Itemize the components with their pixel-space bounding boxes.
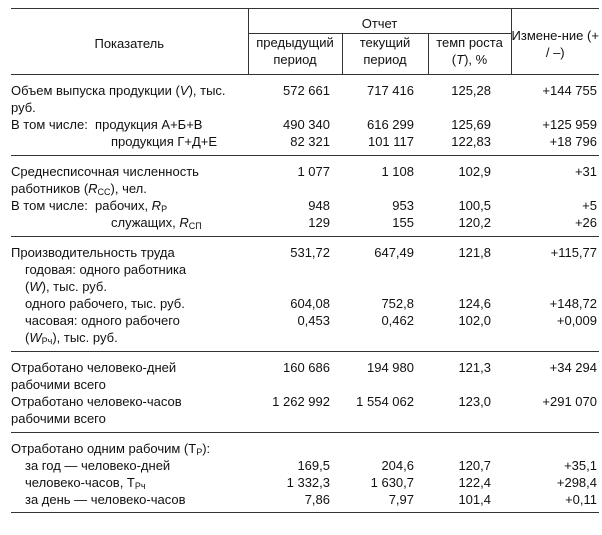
cell-growth: 121,8 <box>428 237 511 296</box>
label-text: Отработано одним рабочим (Т <box>11 441 197 456</box>
label-text: ): <box>202 441 211 456</box>
row-label <box>11 312 248 352</box>
cell-curr: 1 108 <box>342 156 428 198</box>
cell-growth: 101,4 <box>428 491 511 513</box>
cell-change: +5 <box>582 198 597 213</box>
cell-curr: 7,97 <box>342 491 428 513</box>
cell-prev: 0,453 <box>297 313 330 328</box>
cell-prev: 82 321 <box>290 134 330 149</box>
cell-change: +34 294 <box>511 352 599 394</box>
cell-prev: 1 077 <box>248 156 342 198</box>
header-indicator: Показатель <box>11 9 248 75</box>
table-row <box>11 214 599 237</box>
cell-change: +0,11 <box>511 491 599 513</box>
cell-growth: 121,3 <box>428 352 511 394</box>
label-text: служащих, <box>111 215 180 230</box>
cell-growth: 100,5 <box>458 198 491 213</box>
row-label <box>11 214 248 237</box>
cell-prev: 572 661 <box>283 83 330 98</box>
cell-change: +144 755 <box>542 83 597 98</box>
row-label <box>11 156 248 198</box>
cell-change: +31 <box>511 156 599 198</box>
table-row <box>11 433 599 458</box>
label-text: ), тыс. руб. <box>52 330 118 345</box>
row-label: продукция Г+Д+Е <box>111 134 218 149</box>
header-report: Отчет <box>248 9 511 34</box>
label-text: ), тыс. руб. <box>41 279 107 294</box>
cell-growth: 122,4 <box>458 475 491 490</box>
label-text: В том числе: рабочих, <box>11 198 152 213</box>
table-row <box>11 197 599 214</box>
label-text: ( <box>25 330 30 345</box>
label-symbol: R <box>88 181 98 196</box>
label-subscript: CC <box>97 187 111 197</box>
cell-prev: 1 262 992 <box>272 394 330 409</box>
cell-prev: 169,5 <box>297 458 330 473</box>
label-symbol: R <box>151 198 162 213</box>
table-row <box>11 457 599 474</box>
indicators-table <box>11 8 599 513</box>
label-line: часовая: одного рабочего <box>25 313 180 328</box>
cell-curr: 616 299 <box>367 117 414 132</box>
row-label: Отработано человеко-дней рабочими всего <box>11 352 248 394</box>
row-label <box>11 75 248 117</box>
cell-curr: 1 554 062 <box>356 394 414 409</box>
label-text: ), чел. <box>110 181 147 196</box>
header-growth-pre: темп роста ( <box>436 35 503 67</box>
cell-growth: 102,9 <box>428 156 511 198</box>
row-label <box>11 237 248 296</box>
cell-change: +115,77 <box>511 237 599 296</box>
cell-growth: 123,0 <box>458 394 491 409</box>
cell-growth: 102,0 <box>458 313 491 328</box>
label-line: Производительность труда <box>11 245 175 260</box>
cell-curr: 204,6 <box>381 458 414 473</box>
cell-curr: 101 117 <box>367 134 414 149</box>
header-growth-sym: T <box>456 52 465 67</box>
row-label: за день — человеко-часов <box>11 491 248 513</box>
cell-change: +148,72 <box>549 296 597 311</box>
cell-growth: 124,6 <box>458 296 491 311</box>
cell-change: +35,1 <box>564 458 597 473</box>
table-row <box>11 75 599 117</box>
header-change: Измене-ние (+ / –) <box>511 9 599 75</box>
cell-growth: 120,2 <box>458 215 491 230</box>
row-label: за год — человеко-дней <box>25 458 171 473</box>
table-row <box>11 312 599 352</box>
row-label <box>11 474 248 491</box>
row-label: В том числе: продукция А+Б+В <box>11 117 203 132</box>
cell-change: +291 070 <box>542 394 597 409</box>
cell-prev: 531,72 <box>248 237 342 296</box>
label-symbol: V <box>179 83 189 98</box>
cell-curr: 0,462 <box>381 313 414 328</box>
label-text: ( <box>25 279 30 294</box>
cell-change: +298,4 <box>556 475 597 490</box>
header-row-1 <box>11 9 599 34</box>
row-label: Отработано человеко-часов рабочими всего <box>11 394 182 426</box>
table-row <box>11 491 599 513</box>
cell-growth: 125,28 <box>451 83 491 98</box>
cell-change: +125 959 <box>542 117 597 132</box>
table-row <box>11 237 599 296</box>
label-symbol: R <box>179 215 189 230</box>
header-prev-period: предыдущий период <box>248 34 342 75</box>
cell-change: +26 <box>574 215 597 230</box>
cell-prev: 948 <box>308 198 330 213</box>
cell-growth: 122,83 <box>451 134 491 149</box>
cell-curr: 953 <box>392 198 414 213</box>
cell-curr: 752,8 <box>381 296 414 311</box>
table-row <box>11 156 599 198</box>
cell-prev: 604,08 <box>290 296 330 311</box>
table-row <box>11 352 599 394</box>
label-text: Объем выпуска продукции ( <box>11 83 180 98</box>
cell-curr: 155 <box>392 215 414 230</box>
label-text: человеко-часов, Т <box>25 475 135 490</box>
table-row <box>11 133 599 156</box>
label-text: ), тыс. руб. <box>11 83 226 115</box>
label-subscript: CП <box>188 221 202 231</box>
cell-prev: 1 332,3 <box>286 475 330 490</box>
row-label <box>11 197 248 214</box>
cell-curr: 647,49 <box>342 237 428 296</box>
label-line <box>25 329 118 346</box>
label-symbol: W <box>29 330 42 345</box>
cell-prev: 129 <box>308 215 330 230</box>
header-growth-rate <box>428 34 511 75</box>
label-subscript: P <box>161 204 168 214</box>
label-subscript: Рч <box>41 336 53 346</box>
table-row <box>11 116 599 133</box>
cell-change: +0,009 <box>556 313 597 328</box>
header-curr-period: текущий период <box>342 34 428 75</box>
label-line: годовая: одного работника <box>25 262 187 277</box>
cell-change: +18 796 <box>549 134 597 149</box>
cell-prev: 7,86 <box>248 491 342 513</box>
row-label <box>11 433 599 458</box>
cell-curr: 717 416 <box>367 83 414 98</box>
cell-prev: 160 686 <box>248 352 342 394</box>
cell-curr: 194 980 <box>342 352 428 394</box>
header-growth-post: ), % <box>464 52 488 67</box>
label-subscript: Рч <box>134 481 146 491</box>
label-subscript: Р <box>196 447 203 457</box>
label-text: Среднесписочная численность работников ( <box>11 164 199 196</box>
table-row <box>11 474 599 491</box>
cell-curr: 1 630,7 <box>370 475 414 490</box>
table-row <box>11 295 599 312</box>
cell-growth: 125,69 <box>451 117 491 132</box>
cell-prev: 490 340 <box>283 117 330 132</box>
label-line <box>11 278 107 295</box>
row-label: одного рабочего, тыс. руб. <box>25 296 185 311</box>
label-symbol: W <box>29 279 42 294</box>
table-row <box>11 393 599 433</box>
cell-growth: 120,7 <box>458 458 491 473</box>
